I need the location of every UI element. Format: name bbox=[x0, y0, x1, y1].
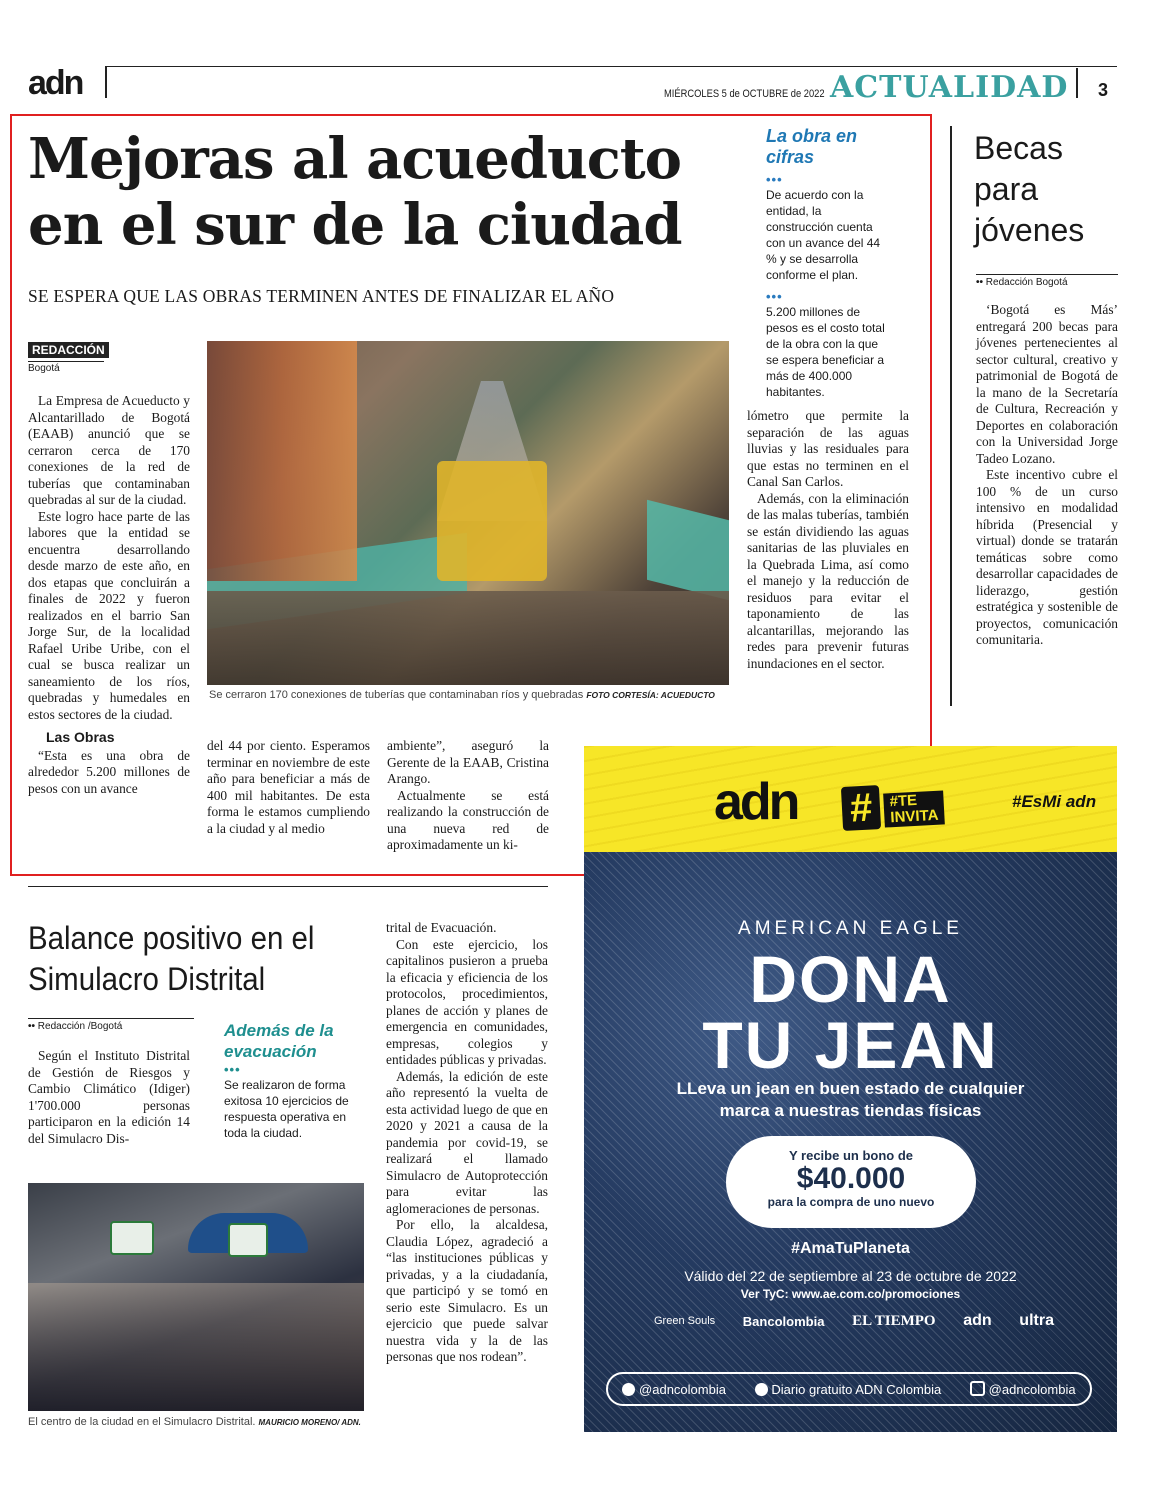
simulacro-col2-p3: Además, la edición de este año representó la vuelta de esta actividad luego de que en 2020 y 2021 a causa de la pandemia por covid-19, se realizará el llamado Simulacro de Autoprotección para evitar las aglomeraciones de personas. bbox=[386, 1068, 548, 1216]
sponsor-green-souls: Green Souls bbox=[654, 1315, 716, 1327]
simulacro-caption-text: El centro de la ciudad en el Simulacro Distrital. bbox=[28, 1416, 256, 1428]
header-left-divider bbox=[105, 66, 107, 98]
photo-ground bbox=[207, 591, 729, 685]
ad-badge-text bbox=[883, 790, 945, 827]
cifras-sidebar bbox=[766, 126, 892, 400]
ad-corner-tag: #EsMi adn bbox=[1012, 792, 1097, 811]
becas-title: Becas para jóvenes bbox=[974, 130, 1085, 248]
ad-badge bbox=[841, 785, 882, 831]
cifras-item-1: De acuerdo con la entidad, la construcción cuenta con un avance del 44 % y se desarrolla conforme el plan. bbox=[766, 188, 881, 282]
ad-badge-hash: # bbox=[848, 785, 874, 831]
main-col-4 bbox=[747, 408, 909, 672]
simulacro-photo-caption bbox=[28, 1416, 361, 1428]
ad-bono-amount: $40.000 bbox=[796, 1162, 906, 1195]
social-twitter[interactable] bbox=[622, 1382, 726, 1397]
header-right-divider bbox=[1076, 68, 1078, 98]
simulacro-col2-p2: Con este ejercicio, los capitalinos pusieron a prueba la eficacia y eficiencia de los protocolos, procedimientos, planes de acción y planes de emergencia en comunidades, empresas, colegios y entidades públicas y privadas. bbox=[386, 936, 548, 1067]
evacuacion-text: Se realizaron de forma exitosa 10 ejercicios de respuesta operativa en toda la ciudad. bbox=[224, 1078, 349, 1140]
ad-bono-1: Y recibe un bono de bbox=[788, 1148, 913, 1163]
main-col1-p2: Este logro hace parte de las labores que la entidad se encuentra desarrollando desde marzo de este año, en dos etapas que concluirán a finales de 2022 y fueron realizados en el barrio San Jorge Sur, de la localidad Rafael Uribe Uribe, con el cual se busca realizar un saneamiento de los ríos, quebradas y humedales en estos sectores de la ciudad. bbox=[28, 508, 190, 722]
ad-sponsors bbox=[654, 1312, 1054, 1330]
section-title: ACTUALIDAD bbox=[830, 70, 1069, 105]
main-col4-p2: Además, con la eliminación de las malas tuberías, también se están dividiendo las aguas sanitarias de las pluviales en la Quebrada Lima, así como el manejo y la reducción de residuos para evitar el taponamiento de las alcantarillas, mejorando las redes para prevenir futuras inundaciones en el sector. bbox=[747, 490, 909, 671]
ad-headline-1: DONA bbox=[749, 942, 952, 1016]
sponsor-el-tiempo: EL TIEMPO bbox=[852, 1312, 936, 1329]
byline-dots: •• bbox=[976, 277, 984, 288]
page-number: 3 bbox=[1098, 80, 1109, 100]
photo-building-left bbox=[207, 341, 357, 581]
social-instagram[interactable] bbox=[970, 1381, 1076, 1397]
simulacro-byline-text: Redacción /Bogotá bbox=[37, 1021, 123, 1032]
main-headline bbox=[28, 126, 682, 258]
photo-sign-2 bbox=[228, 1223, 268, 1257]
becas-p1: ‘Bogotá es Más’ entregará 200 becas para jóvenes pertenecientes al sector cultural, creativo y patrimonial de Bogotá de la mano de la Secretaría de Cultura, Recreación y Deportes en colaboración con la Universidad Jorge Tadeo Lozano. bbox=[976, 302, 1118, 466]
main-col3-p1: ambiente”, aseguró la Gerente de la EAAB, Cristina Arango. bbox=[387, 738, 549, 786]
ad-bono-cloud bbox=[726, 1136, 976, 1228]
main-headline-line1: Mejoras al acueducto bbox=[28, 126, 682, 192]
main-subheadline: SE ESPERA QUE LAS OBRAS TERMINEN ANTES DE FINALIZAR EL AÑO bbox=[28, 286, 615, 306]
twitter-icon bbox=[622, 1383, 635, 1396]
simulacro-col-1 bbox=[28, 1048, 190, 1147]
main-col3-p2: Actualmente se está realizando la construcción de una nueva red de aproximadamente un ki- bbox=[387, 787, 549, 852]
ad-social-bar bbox=[606, 1372, 1092, 1406]
cifras-dots-2: ••• bbox=[766, 289, 783, 304]
ad-validity: Válido del 22 de septiembre al 23 de octubre de 2022 bbox=[684, 1268, 1017, 1284]
header-rule bbox=[105, 66, 1117, 67]
main-col-1 bbox=[28, 393, 190, 797]
photo-tarp-right bbox=[647, 500, 729, 602]
main-byline: REDACCIÓN bbox=[28, 342, 109, 358]
photo-excavator bbox=[437, 461, 547, 581]
sponsor-adn: adn bbox=[963, 1312, 992, 1329]
simulacro-byline bbox=[28, 1018, 194, 1032]
main-col1-p3: “Esta es una obra de alrededor 5.200 millones de pesos con un avance bbox=[28, 747, 190, 796]
main-col1-p1: La Empresa de Acueducto y Alcantarillado de Bogotá (EAAB) anunció que se cerraron cerca de 170 conexiones de la red de tuberías que contaminaban quebradas al sur de la ciudad. bbox=[28, 393, 190, 507]
main-subhead: Las Obras bbox=[46, 729, 115, 745]
main-col-2 bbox=[207, 738, 370, 837]
ad-headline bbox=[584, 942, 1117, 1082]
simulacro-col2-p1: trital de Evacuación. bbox=[386, 920, 497, 935]
cifras-item-2: 5.200 millones de pesos es el costo total de la obra con la que se espera beneficiar a más de 400.000 habitantes. bbox=[766, 305, 885, 399]
social-facebook[interactable] bbox=[755, 1382, 941, 1397]
becas-body bbox=[976, 302, 1118, 649]
ad-bono-2: para la compra de uno nuevo bbox=[767, 1195, 935, 1209]
simulacro-col2-p4: Por ello, la alcaldesa, Claudia López, agradeció a “las instituciones públicas y privadas, y a la ciudadanía, que participó y se tomó en serio este Simulacro. Es un ejercicio que puede salvar nuestra vida y la de las personas que nos rodean”. bbox=[386, 1217, 548, 1364]
byline-dots: •• bbox=[28, 1021, 36, 1032]
social-instagram-label: @adncolombia bbox=[988, 1382, 1076, 1397]
simulacro-p1: Según el Instituto Distrital de Gestión de Riesgos y Cambio Climático (Idiger) 1'700.000 personas participaron en la edición 14 del Simulacro Dis- bbox=[28, 1048, 190, 1146]
instagram-icon bbox=[970, 1381, 985, 1396]
ad-terms[interactable]: Ver TyC: www.ae.com.co/promociones bbox=[740, 1287, 961, 1301]
evacuacion-title: Además de la evacuación bbox=[224, 1021, 334, 1061]
main-photo-credit: FOTO CORTESÍA: ACUEDUCTO bbox=[586, 690, 715, 700]
evacuacion-sidebar bbox=[224, 1020, 354, 1141]
ad-logo: adn bbox=[714, 773, 798, 831]
becas-p2: Este incentivo cubre el 100 % de un curso intensivo en modalidad híbrida (Presencial y virtual) donde se tratarán temáticas sobre como desarrollar capacidades de liderazgo, gestión estratégica y sostenible de proyectos, comunicación comunitaria. bbox=[976, 467, 1118, 647]
ad-headline-2: TU JEAN bbox=[702, 1008, 999, 1082]
main-photo-caption-text: Se cerraron 170 conexiones de tuberías que contaminaban ríos y quebradas bbox=[209, 689, 584, 701]
cifras-title: La obra en cifras bbox=[766, 126, 858, 167]
main-headline-line2: en el sur de la ciudad bbox=[28, 192, 682, 258]
sponsor-bancolombia: Bancolombia bbox=[742, 1313, 825, 1329]
main-photo-caption bbox=[209, 689, 749, 701]
simulacro-photo-credit: MAURICIO MORENO/ ADN. bbox=[258, 1418, 361, 1427]
adn-logo: adn bbox=[28, 64, 83, 102]
social-twitter-label: @adncolombia bbox=[639, 1381, 726, 1397]
column-divider bbox=[950, 126, 952, 706]
main-col-3 bbox=[387, 738, 549, 854]
ad-badge-line1: #TE bbox=[889, 791, 918, 811]
header-date: MIÉRCOLES 5 de OCTUBRE de 2022 bbox=[664, 88, 825, 100]
ad-subline-1: LLeva un jean en buen estado de cualquier bbox=[676, 1079, 1025, 1098]
section-rule bbox=[28, 886, 548, 887]
ad-badge-line2: INVITA bbox=[889, 806, 939, 827]
photo-sign-1 bbox=[110, 1221, 154, 1255]
ad-hashtag: #AmaTuPlaneta bbox=[791, 1240, 910, 1257]
main-location: Bogotá bbox=[28, 361, 104, 374]
simulacro-col-2 bbox=[386, 920, 548, 1366]
ad-brand: AMERICAN EAGLE bbox=[738, 918, 963, 939]
photo-crowd bbox=[28, 1283, 364, 1411]
simulacro-title: Balance positivo en el Simulacro Distrital bbox=[28, 920, 315, 997]
cifras-dots-1: ••• bbox=[766, 172, 783, 187]
simulacro-photo bbox=[28, 1183, 364, 1411]
main-photo bbox=[207, 341, 729, 685]
facebook-icon bbox=[755, 1383, 768, 1396]
sponsor-ultra: ultra bbox=[1019, 1312, 1054, 1329]
social-facebook-label: Diario gratuito ADN Colombia bbox=[771, 1381, 942, 1397]
becas-byline bbox=[976, 274, 1118, 288]
ad-subline-2: marca a nuestras tiendas físicas bbox=[719, 1101, 982, 1120]
main-col4-p1: lómetro que permite la separación de las aguas lluvias y las residuales para que estas no terminen en el Canal San Carlos. bbox=[747, 408, 909, 489]
evacuacion-dots: ••• bbox=[224, 1062, 241, 1077]
ad-subline bbox=[584, 1078, 1117, 1122]
becas-byline-text: Redacción Bogotá bbox=[985, 277, 1068, 288]
main-col2-p1: del 44 por ciento. Esperamos terminar en noviembre de este año para beneficiar a más de 400 mil habitantes. De esta forma le estamos cumpliendo a la ciudad y al medio bbox=[207, 738, 370, 836]
ad-container[interactable] bbox=[584, 746, 1117, 1432]
